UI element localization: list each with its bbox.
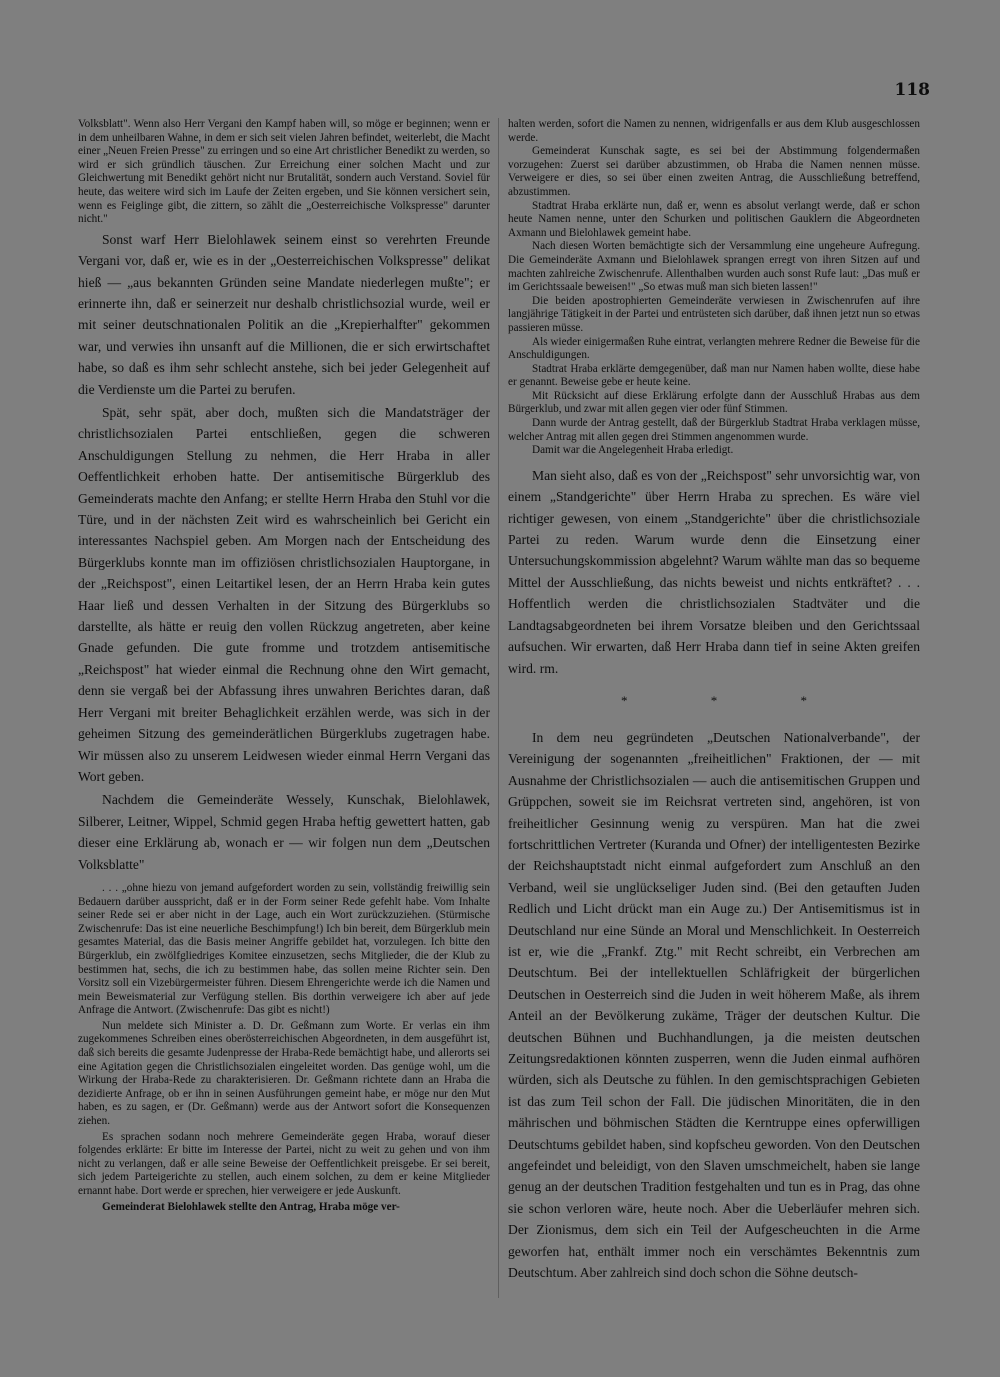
paragraph: Man sieht also, daß es von der „Reichspost" sehr unvorsichtig war, von einem „Standgerichte" über Herrn Hraba zu sprechen. Es wäre viel richtiger gewesen, von einem „Standgerichte" über die christlichsoziale Partei zu reden. Warum wurde denn die Einsetzung einer Untersuchungskommission abgelehnt? Warum wählte man das so bequeme Mittel der Ausschließung, das nichts beweist und nichts entkräftet? . . . Hoffentlich werden die christlichsozialen Stadtväter und die Landtagsabgeordneten bei ihrem Vorsatze bleiben und den Gerichtssaal aufsuchen. Wir erwarten, daß Herr Hraba dann tief in seine Akten greifen wird. rm.	[508, 467, 920, 676]
quoted-paragraph: Stadtrat Hraba erklärte demgegenüber, daß man nur Namen haben wollte, diese habe er genannt. Beweise gebe er heute keine.	[508, 362, 920, 389]
quoted-paragraph: Die beiden apostrophierten Gemeinderäte verwiesen in Zwischenrufen auf ihre langjährige Tätigkeit in der Partei und entrüsteten sich darüber, daß ihnen jetzt nun so etwas passieren müsse.	[508, 294, 920, 334]
right-column	[508, 118, 920, 1283]
quoted-paragraph: Es sprachen sodann noch mehrere Gemeinderäte gegen Hraba, worauf dieser folgendes erklärte: Er bitte im Interesse der Partei, nicht zu weit zu gehen und von ihm nicht zu verlangen, daß er alle seine Beweise der Oeffentlichkeit preisgebe. Er sei bereit, sich jedem Parteigerichte zu stellen, auch einem solchen, zu dem er keine Mitglieder ernannt habe. Dort werde er sprechen, hier verweigere er jede Auskunft.	[78, 1130, 490, 1197]
section-separator: * * *	[621, 692, 847, 708]
column-divider	[498, 118, 499, 1298]
quoted-paragraph: Gemeinderat Bielohlawek stellte den Antrag, Hraba möge ver-	[102, 1200, 400, 1213]
left-column	[78, 118, 490, 1214]
quoted-paragraph: . . . „ohne hiezu von jemand aufgefordert worden zu sein, vollständig freiwillig sein Bedauern darüber ausspricht, daß er in der Form seiner Rede gefehlt habe. Vom Inhalte seiner Rede sei er aber nicht in der Lage, auch ein Wort zurückzuziehen. (Stürmische Zwischenrufe: Das ist eine neuerliche Beschimpfung!) Ich bin bereit, dem Bürgerklub mein gesamtes Material, das die Basis meiner Angriffe gebildet hat, vorzulegen. Ich bitte den Bürgerklub, ein zwölfgliedriges Komitee einzusetzen, sechs Mitglieder, die der Klub zu bestimmen hat, sechs, die ich zu bestimmen habe, das sollen meine Richter sein. Den Vorsitz soll ein Vizebürgermeister führen. Diesem Ehrengerichte werde ich die Namen und mein Beweismaterial zur Verfügung stellen. Bis dorthin verweigere ich aber auf jede Anfrage die Antwort. (Zwischenrufe: Das gibt es nicht!)	[78, 881, 490, 1017]
quoted-paragraph: halten werden, sofort die Namen zu nennen, widrigenfalls er aus dem Klub ausgeschlossen werde.	[508, 118, 920, 144]
quoted-paragraph: Gemeinderat Kunschak sagte, es sei bei der Abstimmung folgendermaßen vorzugehen: Zuerst sei darüber abzustimmen, ob Hraba die Namen nennen müsse. Verweigere er dies, so sei über einen zweiten Antrag, die Ausschließung betreffend, abzustimmen.	[508, 145, 920, 198]
quoted-paragraph: Nun meldete sich Minister a. D. Dr. Geßmann zum Worte. Er verlas ein ihm zugekommenes Schreiben eines oberösterreichischen Abgeordneten, in dem ausgeführt ist, daß sich bereits die gesamte Judenpresse der Hraba-Rede bemächtigt habe, und allerorts sei eine Agitation gegen die Christlichsozialen eingeleitet worden. Das genüge wohl, um die Wirkung der Hraba-Rede zu charakterisieren. Dr. Geßmann richtete dann an Hraba die dezidierte Anfrage, ob er ihn in seinen Ausführungen gemeint habe, er möge nur den Mut haben, es zu sagen, er (Dr. Geßmann) werde aus der Antwort sofort die Konsequenzen ziehen.	[78, 1019, 490, 1128]
page-number: 118	[894, 80, 930, 100]
paragraph: Volksblatt". Wenn also Herr Vergani den Kampf haben will, so möge er beginnen; wenn er in dem unheilbaren Wahne, in dem er sich seit vielen Jahren befindet, weiterlebt, die Macht einer „Neuen Freien Presse" zu erringen und so eine Art christlicher Benedikt zu werden, so wird er sich gründlich täuschen. Zur Erreichung einer solchen Macht und zur Gleichwertung mit Benedikt gehört nicht nur Brutalität, sondern auch Verstand. Soviel für heute, das weitere wird sich im Laufe der Zeiten ergeben, und Sie können versichert sein, wenn es Feiglinge gibt, die zittern, so zählt die „Oesterreichische Volkspresse" darunter nicht."	[78, 118, 490, 226]
quoted-paragraph: Dann wurde der Antrag gestellt, daß der Bürgerklub Stadtrat Hraba verklagen müsse, welcher Antrag mit allen gegen drei Stimmen angenommen wurde.	[508, 417, 920, 443]
quoted-paragraph: Stadtrat Hraba erklärte nun, daß er, wenn es absolut verlangt werde, daß er schon heute Namen nenne, unter den Schurken und politischen Gauklern die Abgeordneten Axmann und Bielohlawek gemeint habe.	[508, 199, 920, 239]
paragraph: In dem neu gegründeten „Deutschen Nationalverbande", der Vereinigung der sogenannten „freiheitlichen" Fraktionen, der — mit Ausnahme der Christlichsozialen — auch die antisemitischen Gruppen und Grüppchen, soweit sie im Reichsrat vertreten sind, angehören, ist von freiheitlicher Gesinnung wenig zu verspüren. Man hat die zwei fortschrittlichen Vertreter (Kuranda und Ofner) der intelligentesten Bezirke der Reichshauptstadt nicht einmal aufgefordert zum Anschluß an den Verband, weil sie unglückseliger Juden sind. (Bei den getauften Juden Redlich und Licht drückt man ein Auge zu.) Der Antisemitismus ist in Deutschland nur eine Sünde an Moral und Menschlichkeit. In Oesterreich ist er, wie die „Frankf. Ztg." mit Recht schreibt, ein Verbrechen am Deutschtum. Bei der intellektuellen Schläfrigkeit der bürgerlichen Deutschen in Oesterreich sind die Juden in weit höherem Maße, als ihrem Anteil an der Bevölkerung zukäme, Träger der deutschen Kultur. Die deutschen Bühnen und Buchhandlungen, ja die meisten deutschen Zeitungsredaktionen könnten zusperren, wenn die Juden einmal aufhören würden, sich als Deutsche zu fühlen. In den gemischtsprachigen Gebieten ist das zum Teil schon der Fall. Die jüdischen Minoritäten, die in den mährischen und böhmischen Städten die Kerntruppe eines opferwilligen Deutschtums gebildet haben, sind kopfscheu geworden. Von den Deutschen angefeindet und beleidigt, von den Slaven umschmeichelt, haben sie lange genug an der deutschen Tradition festgehalten und tun es in Prag, das ohne sie schon verloren wäre, heute noch. Aber die Ueberläufer mehren sich. Der Zionismus, dem sich ein Teil der Aufgescheuchten in die Arme geworfen hat, enthält immer noch ein verschämtes Bekenntnis zum Deutschtum. Aber zahlreich sind doch schon die Söhne deutsch-	[508, 729, 920, 1281]
quoted-paragraph: Als wieder einigermaßen Ruhe eintrat, verlangten mehrere Redner die Beweise für die Anschuldigungen.	[508, 335, 920, 362]
paragraph: Nachdem die Gemeinderäte Wessely, Kunschak, Bielohlawek, Silberer, Leitner, Wippel, Schmid gegen Hraba heftig gewettert hatten, gab dieser eine Erklärung ab, wonach er — wir folgen nun dem „Deutschen Volksblatte"	[78, 792, 490, 872]
paragraph: Sonst warf Herr Bielohlawek seinem einst so verehrten Freunde Vergani vor, daß er, wie es in der „Oesterreichischen Volkspresse" delikat hieß — „aus bekannten Gründen seine Mandate niederlegen mußte"; er erinnerte ihn, daß er seinerzeit nur deshalb christlichsozial wurde, weil er mit seiner deutschnationalen Politik an die „Krepierhalfter" gekommen war, und verwies ihn unsanft auf die Millionen, die er sich erwirtschaftet habe, so daß es ihm sehr schlecht anstehe, sich bei jeder Gelegenheit auf die Verdienste um die Partei zu berufen.	[78, 231, 490, 397]
quoted-paragraph: Damit war die Angelegenheit Hraba erledigt.	[532, 444, 734, 457]
quoted-paragraph: Nach diesen Worten bemächtigte sich der Versammlung eine ungeheure Aufregung. Die Gemeinderäte Axmann und Bielohlawek sprangen erregt von ihren Sitzen auf und machten zahlreiche Zwischenrufe. Allenthalben wurden auch sonst Rufe laut: „Das muß er im Gerichtssaale beweisen!" „So etwas muß man sich bieten lassen!"	[508, 240, 920, 294]
paragraph: Spät, sehr spät, aber doch, mußten sich die Mandatsträger der christlichsozialen Partei entschließen, gegen die schweren Anschuldigungen Stellung zu nehmen, die Herr Hraba in aller Oeffentlichkeit erhoben hatte. Der antisemitische Bürgerklub des Gemeinderats machte den Anfang; er stellte Herrn Hraba den Stuhl vor die Türe, und in der nächsten Zeit wird es wahrscheinlich bei Gericht ein interessantes Nachspiel geben. Am Morgen nach der Entscheidung des Bürgerklubs konnte man im offiziösen christlichsozialen Hauptorgane, in der „Reichspost", einen Leitartikel lesen, der an Herrn Hraba kein gutes Haar ließ und dessen Verhalten in der Sitzung des Bürgerklubs so darstellte, als hätte er reuig den vollen Rückzug angetreten, aber keine Gnade gefunden. Die gute fromme und trotzdem antisemitische „Reichspost" hat wieder einmal die Rechnung ohne den Wirt gemacht, denn sie vergaß bei der Abfassung ihres unwahren Berichtes daran, daß Herr Vergani mit breiter Behaglichkeit erzählen werde, was sich in der geheimen Sitzung des gemeinderätlichen Bürgerklubs zugetragen habe. Wir müssen also zu unserem Leidwesen wieder einmal Herrn Vergani das Wort geben.	[78, 405, 490, 784]
quoted-paragraph: Mit Rücksicht auf diese Erklärung erfolgte dann der Ausschluß Hrabas aus dem Bürgerklub, und zwar mit allen gegen vier oder fünf Stimmen.	[508, 389, 920, 416]
